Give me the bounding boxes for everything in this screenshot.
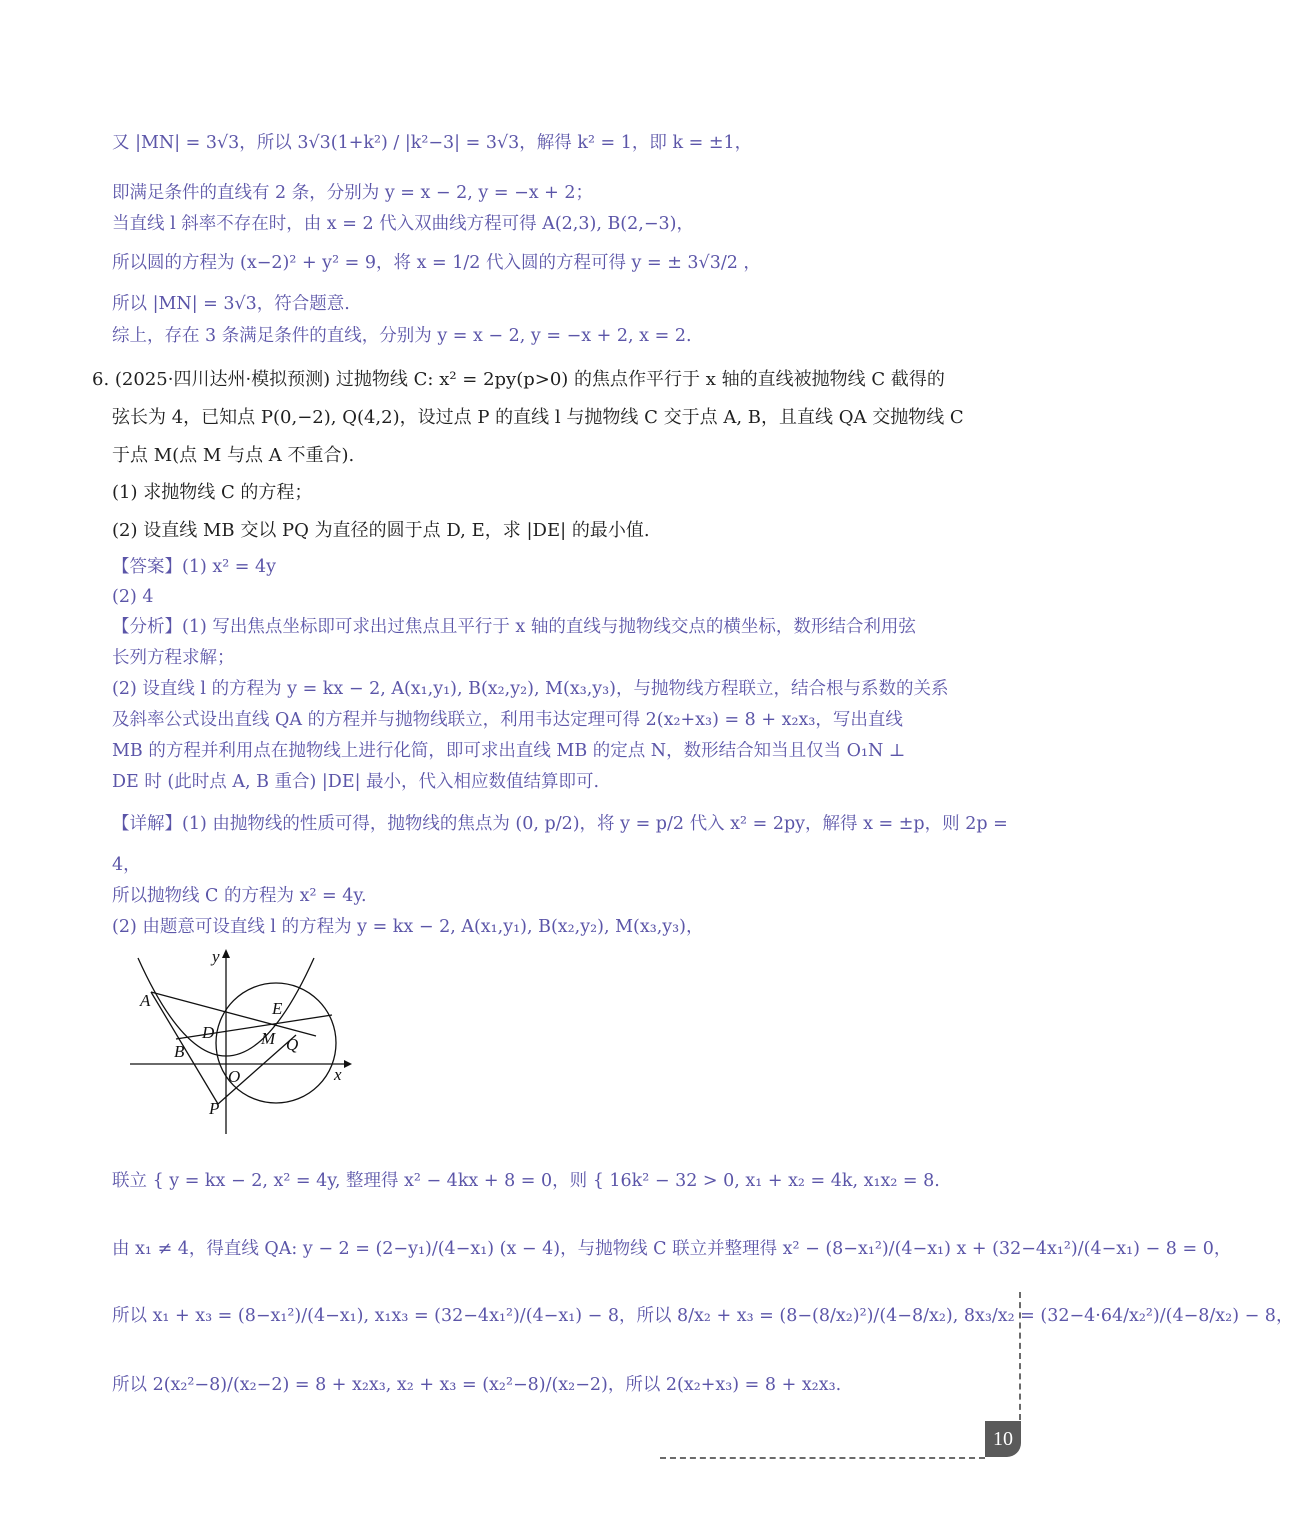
line-text: MB 的方程并利用点在抛物线上进行化简，即可求出直线 MB 的定点 N，数形结合知当且仅当 O₁N ⊥ xyxy=(112,741,906,761)
text-line-l21 xyxy=(112,852,141,878)
text-line-l26 xyxy=(112,1303,1293,1329)
line-text: 弦长为 4，已知点 P(0,−2), Q(4,2)，设过点 P 的直线 l 与抛物线 C 交于点 A, B，且直线 QA 交抛物线 C xyxy=(112,407,964,428)
section-tag: 【详解】 xyxy=(112,814,182,834)
text-line-l18 xyxy=(112,738,905,764)
line-text: 及斜率公式设出直线 QA 的方程并与抛物线联立，利用韦达定理可得 2(x₂+x₃) = 8 + x₂x₃，写出直线 xyxy=(112,710,903,730)
text-line-l13 xyxy=(112,584,154,610)
page-corner-dashed-vertical xyxy=(1019,1292,1021,1420)
line-pa xyxy=(151,992,218,1104)
text-line-l27 xyxy=(112,1372,841,1398)
line-aq xyxy=(151,992,316,1036)
page-corner-dashed-horizontal xyxy=(660,1457,985,1459)
text-line-l09 xyxy=(112,443,354,469)
text-line-l08 xyxy=(112,405,964,431)
line-text: 综上，存在 3 条满足条件的直线，分别为 y = x − 2, y = −x + 2, x = 2. xyxy=(112,326,692,346)
text-line-l04 xyxy=(112,250,761,276)
line-text: 所以 |MN| = 3√3，符合题意. xyxy=(112,294,350,314)
line-text: (2) 4 xyxy=(112,587,154,607)
label-m: M xyxy=(261,1029,276,1048)
text-line-l14 xyxy=(112,614,916,640)
page-number: 10 xyxy=(985,1421,1021,1457)
text-line-l25 xyxy=(112,1236,1231,1262)
text-line-l12 xyxy=(112,554,276,580)
text-line-l01 xyxy=(112,130,752,156)
label-p: P xyxy=(209,1099,220,1118)
line-text: DE 时 (此时点 A, B 重合) |DE| 最小，代入相应数值结算即可. xyxy=(112,772,600,792)
label-b: B xyxy=(174,1042,185,1061)
text-line-l02 xyxy=(112,180,593,206)
figure-svg xyxy=(126,944,356,1139)
line-text: (1) 求抛物线 C 的方程； xyxy=(112,482,313,503)
line-text: 所以 x₁ + x₃ = (8−x₁²)/(4−x₁), x₁x₃ = (32−4x₁²)/(4−x₁) − 8，所以 8/x₂ + x₃ = (8−(8/x₂)²)/(4−8/x₂), 8x₃/x₂ = (32−4·64/x₂²)/(4−8/x₂) − 8， xyxy=(112,1306,1293,1326)
label-a: A xyxy=(140,991,151,1010)
text-line-l16 xyxy=(112,676,949,702)
label-q: Q xyxy=(286,1035,299,1054)
text-line-l22 xyxy=(112,883,367,909)
line-text: 所以 2(x₂²−8)/(x₂−2) = 8 + x₂x₃, x₂ + x₃ = (x₂²−8)/(x₂−2)，所以 2(x₂+x₃) = 8 + x₂x₃. xyxy=(112,1375,842,1395)
label-y: y xyxy=(212,947,220,966)
label-x: x xyxy=(334,1065,342,1084)
text-line-l10 xyxy=(112,480,312,506)
line-text: 又 |MN| = 3√3，所以 3√3(1+k²) / |k²−3| = 3√3，解得 k² = 1，即 k = ±1， xyxy=(112,133,753,153)
line-text: (2) 由题意可设直线 l 的方程为 y = kx − 2, A(x₁,y₁), B(x₂,y₂), M(x₃,y₃)， xyxy=(112,917,704,937)
parabola-circle-figure xyxy=(126,944,356,1143)
text-line-l07 xyxy=(92,367,945,393)
section-tag: 【答案】 xyxy=(112,557,182,577)
text-line-l03 xyxy=(112,211,694,237)
section-tag: 【分析】 xyxy=(112,617,182,637)
text-line-l15 xyxy=(112,645,235,671)
line-text: 6. (2025·四川达州·模拟预测) 过抛物线 C: x² = 2py(p>0) 的焦点作平行于 x 轴的直线被抛物线 C 截得的 xyxy=(92,369,945,390)
text-line-l17 xyxy=(112,707,903,733)
line-mb xyxy=(176,1015,332,1039)
line-text: (1) x² = 4y xyxy=(182,557,277,577)
line-text: (1) 由抛物线的性质可得，抛物线的焦点为 (0, p/2)，将 y = p/2 代入 x² = 2py，解得 x = ±p，则 2p = xyxy=(182,814,1008,834)
line-text: 长列方程求解； xyxy=(112,648,235,668)
line-text: 4， xyxy=(112,855,141,875)
line-text: 由 x₁ ≠ 4，得直线 QA: y − 2 = (2−y₁)/(4−x₁) (x − 4)，与抛物线 C 联立并整理得 x² − (8−x₁²)/(4−x₁) x + (32−4x₁²)/(4−x₁) − 8 = 0， xyxy=(112,1239,1232,1259)
line-text: (2) 设直线 MB 交以 PQ 为直径的圆于点 D, E，求 |DE| 的最小值. xyxy=(112,520,650,541)
text-line-l23 xyxy=(112,914,704,940)
line-text: 当直线 l 斜率不存在时，由 x = 2 代入双曲线方程可得 A(2,3), B(2,−3)， xyxy=(112,214,694,234)
text-line-l06 xyxy=(112,323,692,349)
text-line-l19 xyxy=(112,769,599,795)
label-d: D xyxy=(202,1023,215,1042)
text-line-l05 xyxy=(112,291,350,317)
line-text: 即满足条件的直线有 2 条，分别为 y = x − 2, y = −x + 2； xyxy=(112,183,594,203)
line-text: 于点 M(点 M 与点 A 不重合). xyxy=(112,445,355,466)
line-text: (2) 设直线 l 的方程为 y = kx − 2, A(x₁,y₁), B(x₂,y₂), M(x₃,y₃)，与抛物线方程联立，结合根与系数的关系 xyxy=(112,679,949,699)
line-text: (1) 写出焦点坐标即可求出过焦点且平行于 x 轴的直线与抛物线交点的横坐标，数形结合利用弦 xyxy=(182,617,916,637)
text-line-l11 xyxy=(112,518,650,544)
text-line-l24 xyxy=(112,1168,940,1194)
line-text: 所以圆的方程为 (x−2)² + y² = 9，将 x = 1/2 代入圆的方程可得 y = ± 3√3/2 ， xyxy=(112,253,761,273)
label-e: E xyxy=(272,999,283,1018)
line-text: 联立 { y = kx − 2, x² = 4y, 整理得 x² − 4kx + 8 = 0，则 { 16k² − 32 > 0, x₁ + x₂ = 4k, x₁x₂ = 8. xyxy=(112,1171,940,1191)
line-text: 所以抛物线 C 的方程为 x² = 4y. xyxy=(112,886,367,906)
label-o: O xyxy=(228,1067,241,1086)
text-line-l20 xyxy=(112,811,1008,837)
